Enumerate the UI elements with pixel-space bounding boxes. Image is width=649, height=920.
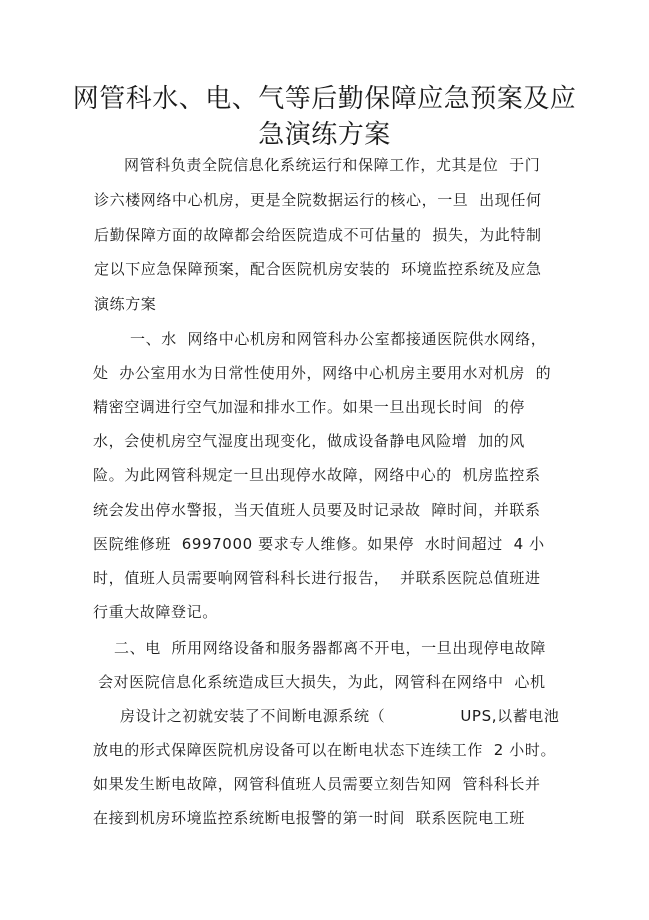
text-line: 定以下应急保障预案，配合医院机房安装的 环境监控系统及应急 <box>94 260 542 278</box>
text-line: 精密空调进行空气加湿和排水工作。如果一旦出现长时间 的停 <box>93 398 525 416</box>
text-line: 会对医院信息化系统造成巨大损失，为此，网管科在网络中 心机 <box>98 673 546 691</box>
text-line: 统会发出停水警报，当天值班人员要及时记录故 障时间，并联系 <box>93 501 541 519</box>
text-line: 后勤保障方面的故障都会给医院造成不可估量的 损失，为此特制 <box>94 226 542 244</box>
text-line: 演练方案 <box>94 295 157 313</box>
text-line: 网管科负责全院信息化系统运行和保障工作，尤其是位 于门 <box>124 156 541 174</box>
text-line: 处 办公室用水为日常性使用外，网络中心机房主要用水对机房 的 <box>93 364 552 382</box>
text-line: 险。为此网管科规定一旦出现停水故障，网络中心的 机房监控系 <box>93 466 541 484</box>
text-line: 行重大故障登记。 <box>93 603 218 621</box>
text-line: 在接到机房环境监控系统断电报警的第一时间 联系医院电工班 <box>93 809 525 827</box>
document-title-line-2: 急演练方案 <box>258 120 391 150</box>
text-line: 一、水 网络中心机房和网管科办公室都接通医院供水网络， <box>130 330 547 348</box>
text-line: 放电的形式保障医院机房设备可以在断电状态下连续工作 2 小时。 <box>93 741 557 759</box>
text-line: 医院维修班 6997000 要求专人维修。如果停 水时间超过 4 小 <box>93 535 545 553</box>
text-line: 二、电 所用网络设备和服务器都离不开电，一旦出现停电故障 <box>114 639 546 657</box>
text-line: 水，会使机房空气湿度出现变化，做成设备静电风险增 加的风 <box>93 432 525 450</box>
text-line: 时，值班人员需要响网管科科长进行报告， 并联系医院总值班进 <box>93 569 541 587</box>
text-line: 如果发生断电故障，网管科值班人员需要立刻告知网 管科科长并 <box>93 775 541 793</box>
document-title-line-1: 网管科水、电、气等后勤保障应急预案及应 <box>72 84 577 114</box>
text-line: 房设计之初就安装了不间断电源系统（ UPS,以蓄电池 <box>120 707 560 725</box>
text-line: 诊六楼网络中心机房，更是全院数据运行的核心，一旦 出现任何 <box>94 191 542 209</box>
